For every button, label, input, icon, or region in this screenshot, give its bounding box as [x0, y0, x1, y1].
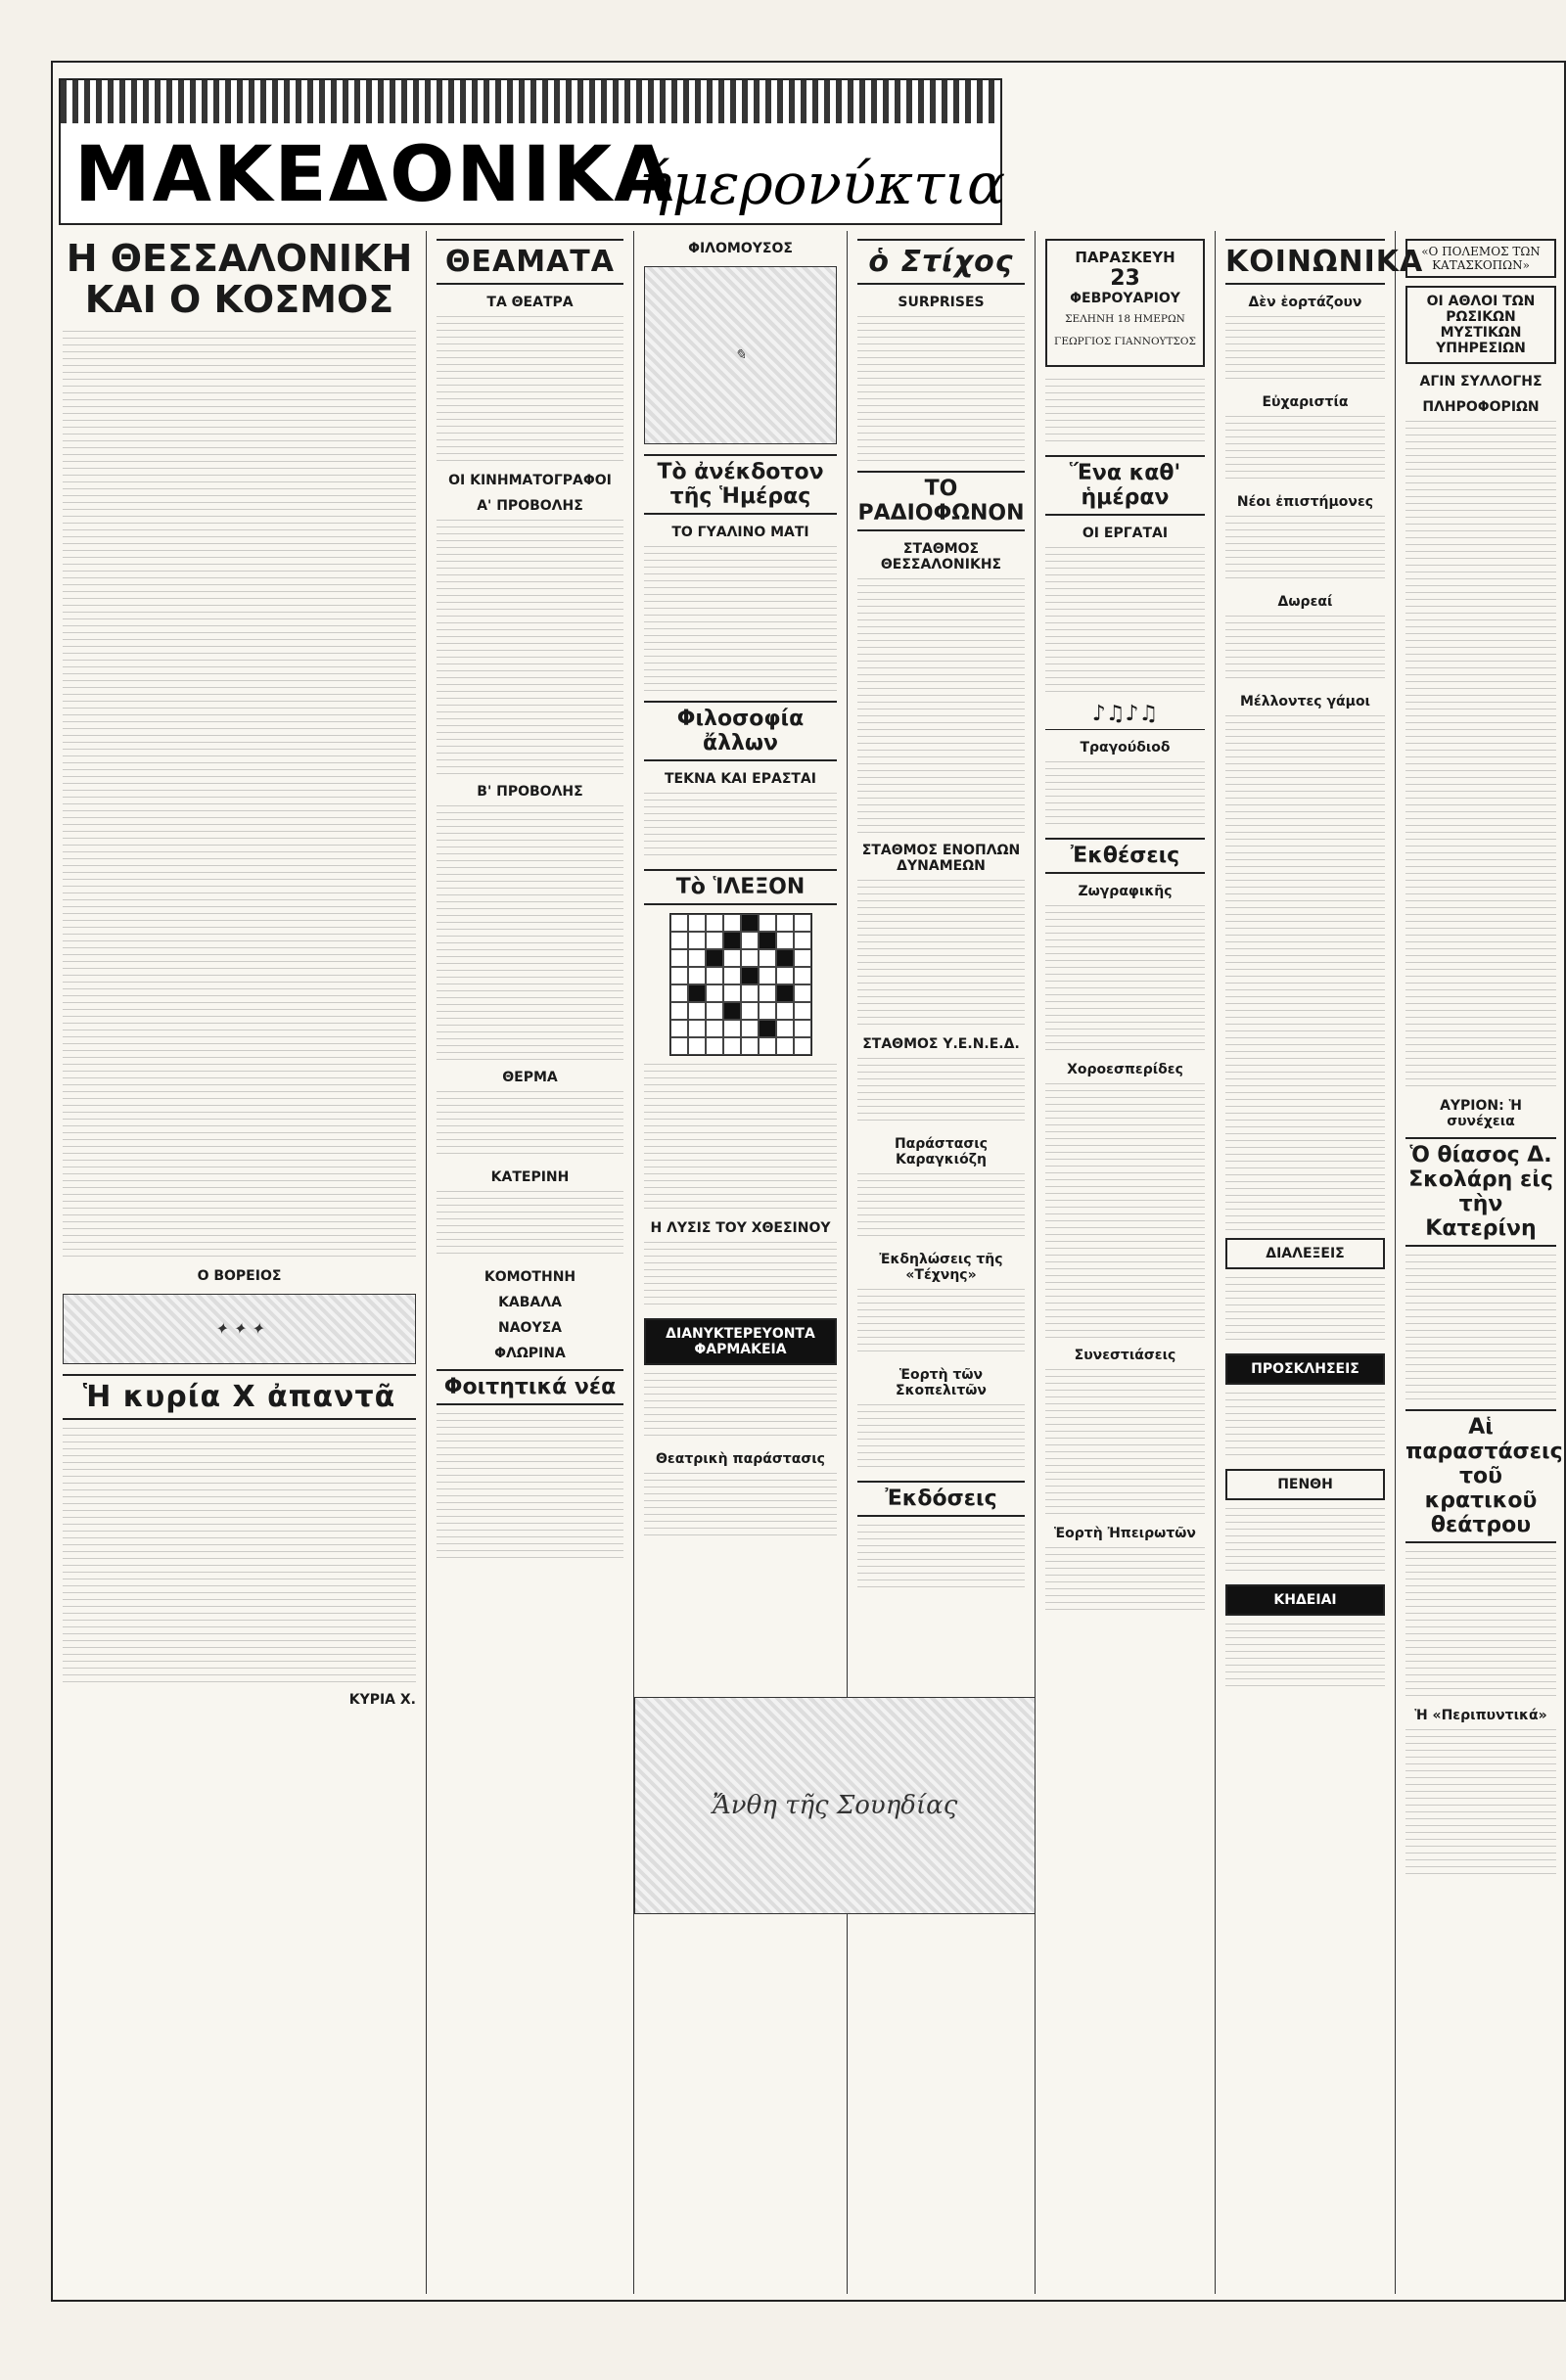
- radio-armed: ΣΤΑΘΜΟΣ ΕΝΟΠΛΩΝ ΔΥΝΑΜΕΩΝ: [861, 843, 1021, 874]
- theatre-show-heading: Θεατρικὴ παράστασις: [656, 1451, 825, 1467]
- songs-text: [1045, 761, 1205, 830]
- technis-heading: Ἐκδηλώσεις τῆς «Τέχνης»: [879, 1252, 1003, 1283]
- gifts-heading: Δωρεαί: [1277, 594, 1333, 610]
- date-day: ΠΑΡΑΣΚΕΥΗ: [1075, 249, 1175, 266]
- pharmacies-list: [644, 1373, 837, 1442]
- radio-yen-schedule: [857, 1058, 1025, 1126]
- ad-block: [634, 1687, 1036, 1924]
- movie-ad-title: Ἄνθη τῆς Σουηδίας: [712, 1791, 958, 1820]
- dances-text: [1045, 1083, 1205, 1338]
- funerals-heading: ΚΗΔΕΙΑΙ: [1225, 1584, 1385, 1616]
- room-2-text: [437, 1191, 623, 1259]
- first-run-listing: [437, 520, 623, 774]
- weddings-text: [1225, 715, 1385, 970]
- karagiozis-heading: Παράστασις Καραγκιόζη: [894, 1136, 989, 1167]
- thanks-text: [1225, 416, 1385, 484]
- poem-heading: ὁ Στίχος: [857, 239, 1025, 285]
- meetings-heading: Συνεστιάσεις: [1074, 1347, 1176, 1363]
- workers-text: [1045, 547, 1205, 694]
- column-calendar: [1036, 231, 1216, 2294]
- lead-article-text: [63, 331, 416, 585]
- skopelitai-heading: Ἑορτὴ τῶν Σκοπελιτῶν: [896, 1367, 987, 1398]
- funerals-text: [1225, 1624, 1385, 1692]
- theatre-trip-heading: Ὁ θίασος Δ. Σκολάρη εἰς τὴν Κατερίνη: [1405, 1137, 1556, 1247]
- lead-article-text-3: [63, 851, 416, 1106]
- crossword-heading: Τὸ ἹΛΕΞΟΝ: [644, 869, 837, 905]
- date-moon: ΣΕΛΗΝΗ 18 ΗΜΕΡΩΝ: [1065, 313, 1185, 325]
- philosophy-heading: Φιλοσοφία ἄλλων: [644, 701, 837, 761]
- war-byline: ΑΓΙΝ ΣΥΛΛΟΓΗΣ: [1419, 374, 1543, 389]
- theatre-heading: ΘΕΑΜΑΤΑ: [437, 239, 623, 285]
- poem-text: [857, 316, 1025, 463]
- theatre-listing: [437, 316, 623, 463]
- student-news-heading: Φοιτητικά νέα: [437, 1369, 623, 1405]
- workers-heading: ΟΙ ΕΡΓΑΤΑΙ: [1082, 525, 1169, 541]
- anecdote-heading: Τὸ ἀνέκδοτον τῆς Ἡμέρας: [644, 454, 837, 515]
- theatre-sub: ΤΑ ΘΕΑΤΡΑ: [486, 295, 574, 310]
- dances-heading: Χοροεσπερίδες: [1067, 1061, 1183, 1077]
- state-theatre-text: [1405, 1551, 1556, 1698]
- room-1-text: [437, 1091, 623, 1160]
- masthead-wave-ornament: [61, 80, 1000, 123]
- theatre-show-text: [644, 1473, 837, 1541]
- room-2: ΚΑΤΕΡΙΝΗ: [490, 1169, 570, 1185]
- room-3: ΚΟΜΟΤΗΝΗ: [484, 1269, 576, 1285]
- gifts-text: [1225, 616, 1385, 684]
- weddings-text-2: [1225, 976, 1385, 1230]
- cartoon-illustration: ✎: [644, 266, 837, 444]
- philosophy-sub: ΤΕΚΝΑ ΚΑΙ ΕΡΑΣΤΑΙ: [665, 771, 816, 787]
- new-scientists-heading: Νέοι ἐπιστήμονες: [1236, 494, 1374, 510]
- radio-yen: ΣΤΑΘΜΟΣ Υ.Ε.Ν.Ε.Δ.: [862, 1036, 1020, 1052]
- perinpitika-heading: Ἡ «Περιπυντικά»: [1414, 1708, 1547, 1723]
- war-text: [1405, 421, 1556, 675]
- qa-text: [63, 1428, 416, 1682]
- state-theatre-heading: Αἱ παραστάσεις τοῦ κρατικοῦ θεάτρου: [1405, 1409, 1556, 1543]
- room-6: ΦΛΩΡΙΝΑ: [494, 1346, 566, 1361]
- qa-title: Ἡ κυρία Χ ἀπαντᾶ: [63, 1374, 416, 1420]
- publications-text: [857, 1525, 1025, 1593]
- karagiozis-text: [857, 1173, 1025, 1242]
- radio-heading: ΤΟ ΡΑΔΙΟΦΩΝΟΝ: [857, 471, 1025, 531]
- column-right: [1396, 231, 1566, 2294]
- mourning-text: [1225, 1508, 1385, 1577]
- crossword-grid: [669, 913, 812, 1056]
- cinemas-heading: ΟΙ ΚΙΝΗΜΑΤΟΓΡΑΦΟΙ: [448, 473, 612, 488]
- radio-armed-schedule: [857, 880, 1025, 1027]
- calendar-note: [1045, 379, 1205, 447]
- continued-note: ΑΥΡΙΟΝ: Ἡ συνέχεια: [1440, 1098, 1522, 1129]
- masthead-subtitle: ήμερονύκτια: [638, 151, 1006, 217]
- war-source: ΠΛΗΡΟΦΟΡΙΩΝ: [1422, 399, 1540, 415]
- crossword-solution: [644, 1242, 837, 1310]
- music-notes-icon: ♪♫♪♫: [1045, 702, 1205, 730]
- second-run-heading: Β' ΠΡΟΒΟΛΗΣ: [477, 784, 583, 800]
- cupids-ornament: ✦ ✦ ✦: [63, 1294, 416, 1364]
- column-center-right: [848, 231, 1036, 2294]
- names-heading: Δὲν ἑορτάζουν: [1248, 295, 1362, 310]
- epirotes-text: [1045, 1547, 1205, 1616]
- thanks-heading: Εὐχαριστία: [1262, 394, 1349, 410]
- masthead-title: ΜΑΚΕΔΟΝΙΚΑ: [74, 131, 675, 219]
- column-theatre: [427, 231, 634, 2294]
- war-subtitle: ΟΙ ΑΘΛΟΙ ΤΩΝ ΡΩΣΙΚΩΝ ΜΥΣΤΙΚΩΝ ΥΠΗΡΕΣΙΩΝ: [1405, 286, 1556, 364]
- publications-heading: Ἐκδόσεις: [857, 1481, 1025, 1517]
- technis-text: [857, 1289, 1025, 1357]
- meetings-text: [1045, 1369, 1205, 1516]
- crossword-solution-heading: Η ΛΥΣΙΣ ΤΟΥ ΧΘΕΣΙΝΟΥ: [650, 1220, 831, 1236]
- date-block: [1045, 239, 1205, 367]
- masthead: [59, 78, 1006, 225]
- radio-station: ΣΤΑΘΜΟΣ ΘΕΣΣΑΛΟΝΙΚΗΣ: [880, 541, 1002, 572]
- lead-article-text-2: [63, 591, 416, 846]
- lead-title: Η ΘΕΣΣΑΛΟΝΙΚΗ ΚΑΙ Ο ΚΟΣΜΟΣ: [66, 237, 413, 321]
- anecdote-sub: ΤΟ ΓΥΑΛΙΝΟ ΜΑΤΙ: [671, 525, 809, 540]
- column-center-left: [634, 231, 848, 2294]
- yesterday-heading: Ἕνα καθ' ἡμέραν: [1045, 455, 1205, 516]
- date-month: ΦΕΒΡΟΥΑΡΙΟΥ: [1070, 291, 1180, 306]
- philomousos-heading: ΦΙΛΟΜΟΥΣΟΣ: [688, 241, 793, 256]
- theatre-trip-text: [1405, 1255, 1556, 1401]
- war-text-3: [1405, 941, 1556, 1088]
- epirotes-heading: Ἑορτὴ Ἠπειρωτῶν: [1054, 1525, 1196, 1541]
- lectures-heading: ΔΙΑΛΕΞΕΙΣ: [1225, 1238, 1385, 1269]
- lectures-text: [1225, 1277, 1385, 1346]
- date-number: 23: [1110, 266, 1140, 291]
- room-5: ΝΑΟΥΣΑ: [498, 1320, 562, 1336]
- philosophy-text: [644, 793, 837, 861]
- new-scientists-text: [1225, 516, 1385, 584]
- first-run-heading: Α' ΠΡΟΒΟΛΗΣ: [477, 498, 583, 514]
- invitations-text: [1225, 1393, 1385, 1461]
- radio-schedule: [857, 578, 1025, 833]
- skopelitai-text: [857, 1404, 1025, 1473]
- perinpitika-text: [1405, 1729, 1556, 1876]
- war-text-2: [1405, 681, 1556, 936]
- lead-signature: Ο ΒΟΡΕΙΟΣ: [197, 1267, 282, 1284]
- student-news-text: [437, 1413, 623, 1560]
- lead-article-text-4: [63, 1112, 416, 1259]
- war-title: «Ο ΠΟΛΕΜΟΣ ΤΩΝ ΚΑΤΑΣΚΟΠΩΝ»: [1405, 239, 1556, 278]
- exhibitions-heading: Ἐκθέσεις: [1045, 838, 1205, 874]
- crossword-clues: [644, 1064, 837, 1211]
- weddings-heading: Μέλλοντες γάμοι: [1239, 694, 1371, 709]
- painting-heading: Ζωγραφικῆς: [1078, 883, 1173, 899]
- newspaper-page: [51, 61, 1566, 2302]
- names-text: [1225, 316, 1385, 385]
- qa-signature: ΚΥΡΙΑ Χ.: [348, 1691, 416, 1708]
- second-run-listing: [437, 805, 623, 1060]
- anecdote-text: [644, 546, 837, 693]
- poem-sub: SURPRISES: [898, 295, 985, 310]
- painting-text: [1045, 905, 1205, 1052]
- date-printer: ΓΕΩΡΓΙΟΣ ΓΙΑΝΝΟΥΤΣΟΣ: [1054, 335, 1196, 347]
- column-social: [1216, 231, 1424, 2294]
- room-4: ΚΑΒΑΛΑ: [498, 1295, 562, 1310]
- pharmacies-heading: ΔΙΑΝΥΚΤΕΡΕΥΟΝΤΑ ΦΑΡΜΑΚΕΙΑ: [644, 1318, 837, 1365]
- movie-ad-illustration: [634, 1697, 1036, 1914]
- room-1: ΘΕΡΜΑ: [502, 1070, 558, 1085]
- invitations-heading: ΠΡΟΣΚΛΗΣΕΙΣ: [1225, 1353, 1385, 1385]
- social-heading: ΚΟΙΝΩΝΙΚΑ: [1225, 239, 1385, 285]
- songs-heading: Τραγούδιοδ: [1080, 739, 1171, 755]
- mourning-heading: ΠΕΝΘΗ: [1225, 1469, 1385, 1500]
- column-lead: [53, 231, 427, 2294]
